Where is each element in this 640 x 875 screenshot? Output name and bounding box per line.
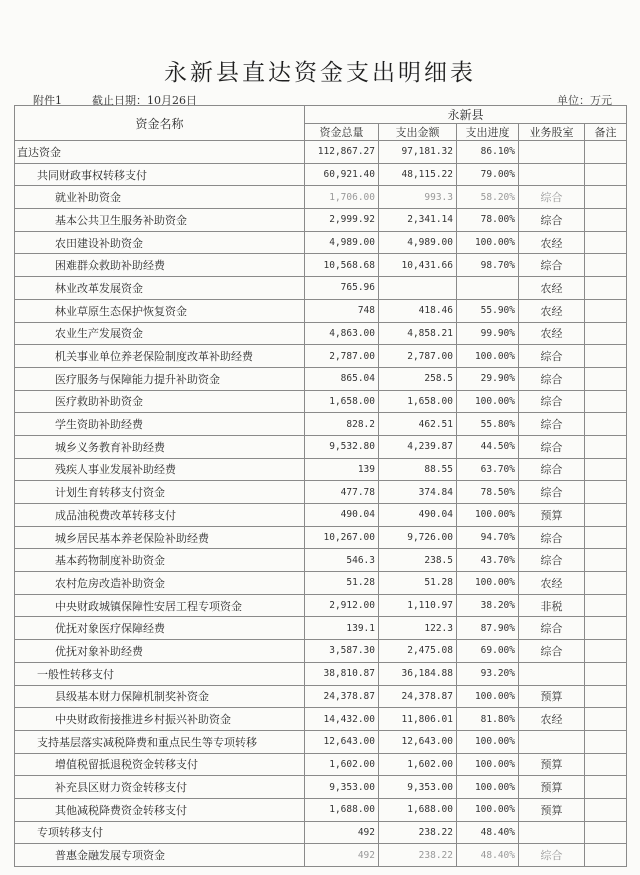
- table-row: [15, 231, 627, 254]
- expenditure-cell: 9,353.00: [379, 776, 457, 799]
- progress-cell: 78.50%: [457, 481, 519, 504]
- department-cell: 农经: [519, 322, 585, 345]
- department-cell: 农经: [519, 299, 585, 322]
- progress-cell: 58.20%: [457, 186, 519, 209]
- department-cell: [519, 730, 585, 753]
- department-cell: 综合: [519, 549, 585, 572]
- progress-cell: 38.20%: [457, 594, 519, 617]
- expenditure-cell: 1,658.00: [379, 390, 457, 413]
- attachment-label: 附件1: [33, 94, 62, 107]
- remark-cell: [585, 481, 627, 504]
- progress-cell: 81.80%: [457, 708, 519, 731]
- progress-cell: 94.70%: [457, 526, 519, 549]
- table-row: [15, 640, 627, 663]
- fund-name-cell: 基本药物制度补助资金: [15, 549, 305, 572]
- expenditure-cell: 97,181.32: [379, 141, 457, 164]
- remark-cell: [585, 798, 627, 821]
- remark-cell: [585, 821, 627, 844]
- table-row: [15, 163, 627, 186]
- fund-name-cell: 困难群众救助补助经费: [15, 254, 305, 277]
- total-cell: 112,867.27: [305, 141, 379, 164]
- fund-name-cell: 医疗救助补助资金: [15, 390, 305, 413]
- progress-cell: [457, 277, 519, 300]
- table-row: [15, 367, 627, 390]
- expenditure-cell: 1,688.00: [379, 798, 457, 821]
- table-row: [15, 413, 627, 436]
- fund-name-cell: 县级基本财力保障机制奖补资金: [15, 685, 305, 708]
- progress-cell: 100.00%: [457, 776, 519, 799]
- progress-cell: 69.00%: [457, 640, 519, 663]
- department-cell: 综合: [519, 844, 585, 867]
- progress-cell: 100.00%: [457, 231, 519, 254]
- total-cell: 14,432.00: [305, 708, 379, 731]
- total-cell: 490.04: [305, 504, 379, 527]
- expenditure-cell: 2,341.14: [379, 209, 457, 232]
- expenditure-cell: 2,475.08: [379, 640, 457, 663]
- total-cell: 1,688.00: [305, 798, 379, 821]
- total-cell: 748: [305, 299, 379, 322]
- total-cell: 765.96: [305, 277, 379, 300]
- table-row: [15, 730, 627, 753]
- fund-name-cell: 林业改革发展资金: [15, 277, 305, 300]
- fund-name-cell: 优抚对象补助经费: [15, 640, 305, 663]
- page-title: 永新县直达资金支出明细表: [164, 60, 476, 86]
- expenditure-cell: 462.51: [379, 413, 457, 436]
- total-cell: 51.28: [305, 572, 379, 595]
- remark-cell: [585, 277, 627, 300]
- remark-cell: [585, 617, 627, 640]
- expenditure-cell: 238.22: [379, 821, 457, 844]
- table-row: [15, 322, 627, 345]
- expenditure-cell: 88.55: [379, 458, 457, 481]
- remark-cell: [585, 640, 627, 663]
- remark-cell: [585, 186, 627, 209]
- deadline-label: 截止日期：10月26日: [92, 94, 197, 107]
- remark-cell: [585, 299, 627, 322]
- department-cell: 综合: [519, 640, 585, 663]
- remark-cell: [585, 662, 627, 685]
- progress-cell: 100.00%: [457, 753, 519, 776]
- fund-name-cell: 计划生育转移支付资金: [15, 481, 305, 504]
- fund-name-cell: 医疗服务与保障能力提升补助资金: [15, 367, 305, 390]
- total-cell: 10,267.00: [305, 526, 379, 549]
- table-row: [15, 798, 627, 821]
- total-cell: 4,863.00: [305, 322, 379, 345]
- fund-name-cell: 支持基层落实减税降费和重点民生等专项转移: [15, 730, 305, 753]
- expenditure-cell: 1,110.97: [379, 594, 457, 617]
- header-progress: 支出进度: [457, 124, 519, 141]
- remark-cell: [585, 685, 627, 708]
- total-cell: 139: [305, 458, 379, 481]
- progress-cell: 86.10%: [457, 141, 519, 164]
- progress-cell: 100.00%: [457, 798, 519, 821]
- remark-cell: [585, 322, 627, 345]
- table-row: [15, 186, 627, 209]
- fund-name-cell: 优抚对象医疗保障经费: [15, 617, 305, 640]
- remark-cell: [585, 776, 627, 799]
- total-cell: 9,532.80: [305, 435, 379, 458]
- table-row: [15, 844, 627, 867]
- table-row: [15, 481, 627, 504]
- department-cell: 综合: [519, 254, 585, 277]
- department-cell: 预算: [519, 685, 585, 708]
- table-row: [15, 549, 627, 572]
- progress-cell: 48.40%: [457, 821, 519, 844]
- department-cell: [519, 821, 585, 844]
- progress-cell: 43.70%: [457, 549, 519, 572]
- total-cell: 492: [305, 844, 379, 867]
- header-remark: 备注: [585, 124, 627, 141]
- fund-name-cell: 成品油税费改革转移支付: [15, 504, 305, 527]
- progress-cell: 100.00%: [457, 390, 519, 413]
- department-cell: [519, 141, 585, 164]
- table-row: [15, 708, 627, 731]
- expenditure-table: [14, 105, 627, 867]
- remark-cell: [585, 141, 627, 164]
- remark-cell: [585, 231, 627, 254]
- table-row: [15, 685, 627, 708]
- remark-cell: [585, 572, 627, 595]
- expenditure-cell: 490.04: [379, 504, 457, 527]
- total-cell: 1,602.00: [305, 753, 379, 776]
- fund-name-cell: 机关事业单位养老保险制度改革补助经费: [15, 345, 305, 368]
- total-cell: 2,999.92: [305, 209, 379, 232]
- expenditure-cell: [379, 277, 457, 300]
- total-cell: 10,568.68: [305, 254, 379, 277]
- fund-name-cell: 基本公共卫生服务补助资金: [15, 209, 305, 232]
- table-row: [15, 821, 627, 844]
- table-row: [15, 435, 627, 458]
- expenditure-cell: 24,378.87: [379, 685, 457, 708]
- expenditure-cell: 993.3: [379, 186, 457, 209]
- table-row: [15, 390, 627, 413]
- department-cell: [519, 662, 585, 685]
- progress-cell: 55.80%: [457, 413, 519, 436]
- department-cell: 综合: [519, 413, 585, 436]
- expenditure-cell: 10,431.66: [379, 254, 457, 277]
- table-row: [15, 617, 627, 640]
- fund-name-cell: 专项转移支付: [15, 821, 305, 844]
- table-row: [15, 753, 627, 776]
- remark-cell: [585, 594, 627, 617]
- department-cell: 综合: [519, 209, 585, 232]
- table-row: [15, 345, 627, 368]
- fund-name-cell: 农村危房改造补助资金: [15, 572, 305, 595]
- header-total: 资金总量: [305, 124, 379, 141]
- expenditure-cell: 4,239.87: [379, 435, 457, 458]
- expenditure-cell: 1,602.00: [379, 753, 457, 776]
- total-cell: 4,989.00: [305, 231, 379, 254]
- expenditure-cell: 374.84: [379, 481, 457, 504]
- progress-cell: 87.90%: [457, 617, 519, 640]
- remark-cell: [585, 254, 627, 277]
- fund-name-cell: 中央财政城镇保障性安居工程专项资金: [15, 594, 305, 617]
- remark-cell: [585, 163, 627, 186]
- table-row: [15, 526, 627, 549]
- department-cell: 综合: [519, 186, 585, 209]
- expenditure-cell: 238.22: [379, 844, 457, 867]
- department-cell: 综合: [519, 458, 585, 481]
- remark-cell: [585, 708, 627, 731]
- expenditure-cell: 4,858.21: [379, 322, 457, 345]
- total-cell: 1,658.00: [305, 390, 379, 413]
- table-row: [15, 572, 627, 595]
- remark-cell: [585, 413, 627, 436]
- progress-cell: 100.00%: [457, 572, 519, 595]
- progress-cell: 100.00%: [457, 345, 519, 368]
- fund-name-cell: 补充县区财力资金转移支付: [15, 776, 305, 799]
- total-cell: 546.3: [305, 549, 379, 572]
- expenditure-cell: 122.3: [379, 617, 457, 640]
- total-cell: 3,587.30: [305, 640, 379, 663]
- header-department: 业务股室: [519, 124, 585, 141]
- department-cell: 综合: [519, 526, 585, 549]
- remark-cell: [585, 730, 627, 753]
- table-row: [15, 141, 627, 164]
- table-row: [15, 277, 627, 300]
- unit-label: 单位：万元: [557, 94, 612, 107]
- remark-cell: [585, 390, 627, 413]
- fund-name-cell: 直达资金: [15, 141, 305, 164]
- fund-name-cell: 农田建设补助资金: [15, 231, 305, 254]
- progress-cell: 99.90%: [457, 322, 519, 345]
- header-county: 永新县: [305, 106, 627, 124]
- table-row: [15, 254, 627, 277]
- department-cell: 综合: [519, 617, 585, 640]
- department-cell: [519, 163, 585, 186]
- expenditure-cell: 12,643.00: [379, 730, 457, 753]
- total-cell: 139.1: [305, 617, 379, 640]
- progress-cell: 55.90%: [457, 299, 519, 322]
- progress-cell: 100.00%: [457, 730, 519, 753]
- progress-cell: 100.00%: [457, 504, 519, 527]
- total-cell: 492: [305, 821, 379, 844]
- progress-cell: 44.50%: [457, 435, 519, 458]
- progress-cell: 29.90%: [457, 367, 519, 390]
- total-cell: 9,353.00: [305, 776, 379, 799]
- expenditure-cell: 238.5: [379, 549, 457, 572]
- total-cell: 24,378.87: [305, 685, 379, 708]
- progress-cell: 100.00%: [457, 685, 519, 708]
- table-row: [15, 504, 627, 527]
- expenditure-cell: 48,115.22: [379, 163, 457, 186]
- total-cell: 477.78: [305, 481, 379, 504]
- department-cell: 预算: [519, 753, 585, 776]
- table-row: [15, 662, 627, 685]
- department-cell: 农经: [519, 572, 585, 595]
- fund-name-cell: 城乡居民基本养老保险补助经费: [15, 526, 305, 549]
- department-cell: 综合: [519, 390, 585, 413]
- expenditure-cell: 2,787.00: [379, 345, 457, 368]
- department-cell: 综合: [519, 345, 585, 368]
- remark-cell: [585, 209, 627, 232]
- fund-name-cell: 增值税留抵退税资金转移支付: [15, 753, 305, 776]
- fund-name-cell: 一般性转移支付: [15, 662, 305, 685]
- remark-cell: [585, 458, 627, 481]
- department-cell: 非税: [519, 594, 585, 617]
- progress-cell: 93.20%: [457, 662, 519, 685]
- fund-name-cell: 中央财政衔接推进乡村振兴补助资金: [15, 708, 305, 731]
- remark-cell: [585, 504, 627, 527]
- total-cell: 828.2: [305, 413, 379, 436]
- department-cell: 农经: [519, 277, 585, 300]
- expenditure-cell: 36,184.88: [379, 662, 457, 685]
- progress-cell: 63.70%: [457, 458, 519, 481]
- expenditure-cell: 258.5: [379, 367, 457, 390]
- total-cell: 60,921.40: [305, 163, 379, 186]
- remark-cell: [585, 435, 627, 458]
- department-cell: 综合: [519, 435, 585, 458]
- remark-cell: [585, 367, 627, 390]
- department-cell: 综合: [519, 367, 585, 390]
- header-expenditure: 支出金额: [379, 124, 457, 141]
- table-row: [15, 458, 627, 481]
- total-cell: 2,912.00: [305, 594, 379, 617]
- department-cell: 预算: [519, 504, 585, 527]
- remark-cell: [585, 526, 627, 549]
- fund-name-cell: 农业生产发展资金: [15, 322, 305, 345]
- total-cell: 12,643.00: [305, 730, 379, 753]
- fund-name-cell: 就业补助资金: [15, 186, 305, 209]
- remark-cell: [585, 549, 627, 572]
- expenditure-cell: 51.28: [379, 572, 457, 595]
- fund-name-cell: 残疾人事业发展补助经费: [15, 458, 305, 481]
- expenditure-cell: 11,806.01: [379, 708, 457, 731]
- fund-name-cell: 共同财政事权转移支付: [15, 163, 305, 186]
- table-row: [15, 776, 627, 799]
- table-row: [15, 299, 627, 322]
- total-cell: 865.04: [305, 367, 379, 390]
- progress-cell: 48.40%: [457, 844, 519, 867]
- total-cell: 2,787.00: [305, 345, 379, 368]
- table-row: [15, 594, 627, 617]
- expenditure-cell: 4,989.00: [379, 231, 457, 254]
- department-cell: 农经: [519, 231, 585, 254]
- progress-cell: 78.00%: [457, 209, 519, 232]
- progress-cell: 79.00%: [457, 163, 519, 186]
- department-cell: 预算: [519, 776, 585, 799]
- progress-cell: 98.70%: [457, 254, 519, 277]
- expenditure-cell: 9,726.00: [379, 526, 457, 549]
- remark-cell: [585, 345, 627, 368]
- fund-name-cell: 林业草原生态保护恢复资金: [15, 299, 305, 322]
- remark-cell: [585, 844, 627, 867]
- table-row: [15, 209, 627, 232]
- fund-name-cell: 城乡义务教育补助经费: [15, 435, 305, 458]
- remark-cell: [585, 753, 627, 776]
- fund-name-cell: 其他减税降费资金转移支付: [15, 798, 305, 821]
- total-cell: 1,706.00: [305, 186, 379, 209]
- fund-name-cell: 学生资助补助经费: [15, 413, 305, 436]
- department-cell: 综合: [519, 481, 585, 504]
- department-cell: 农经: [519, 708, 585, 731]
- header-fund-name: 资金名称: [15, 106, 305, 141]
- table-body: [15, 141, 627, 867]
- expenditure-cell: 418.46: [379, 299, 457, 322]
- department-cell: 预算: [519, 798, 585, 821]
- total-cell: 38,810.87: [305, 662, 379, 685]
- fund-name-cell: 普惠金融发展专项资金: [15, 844, 305, 867]
